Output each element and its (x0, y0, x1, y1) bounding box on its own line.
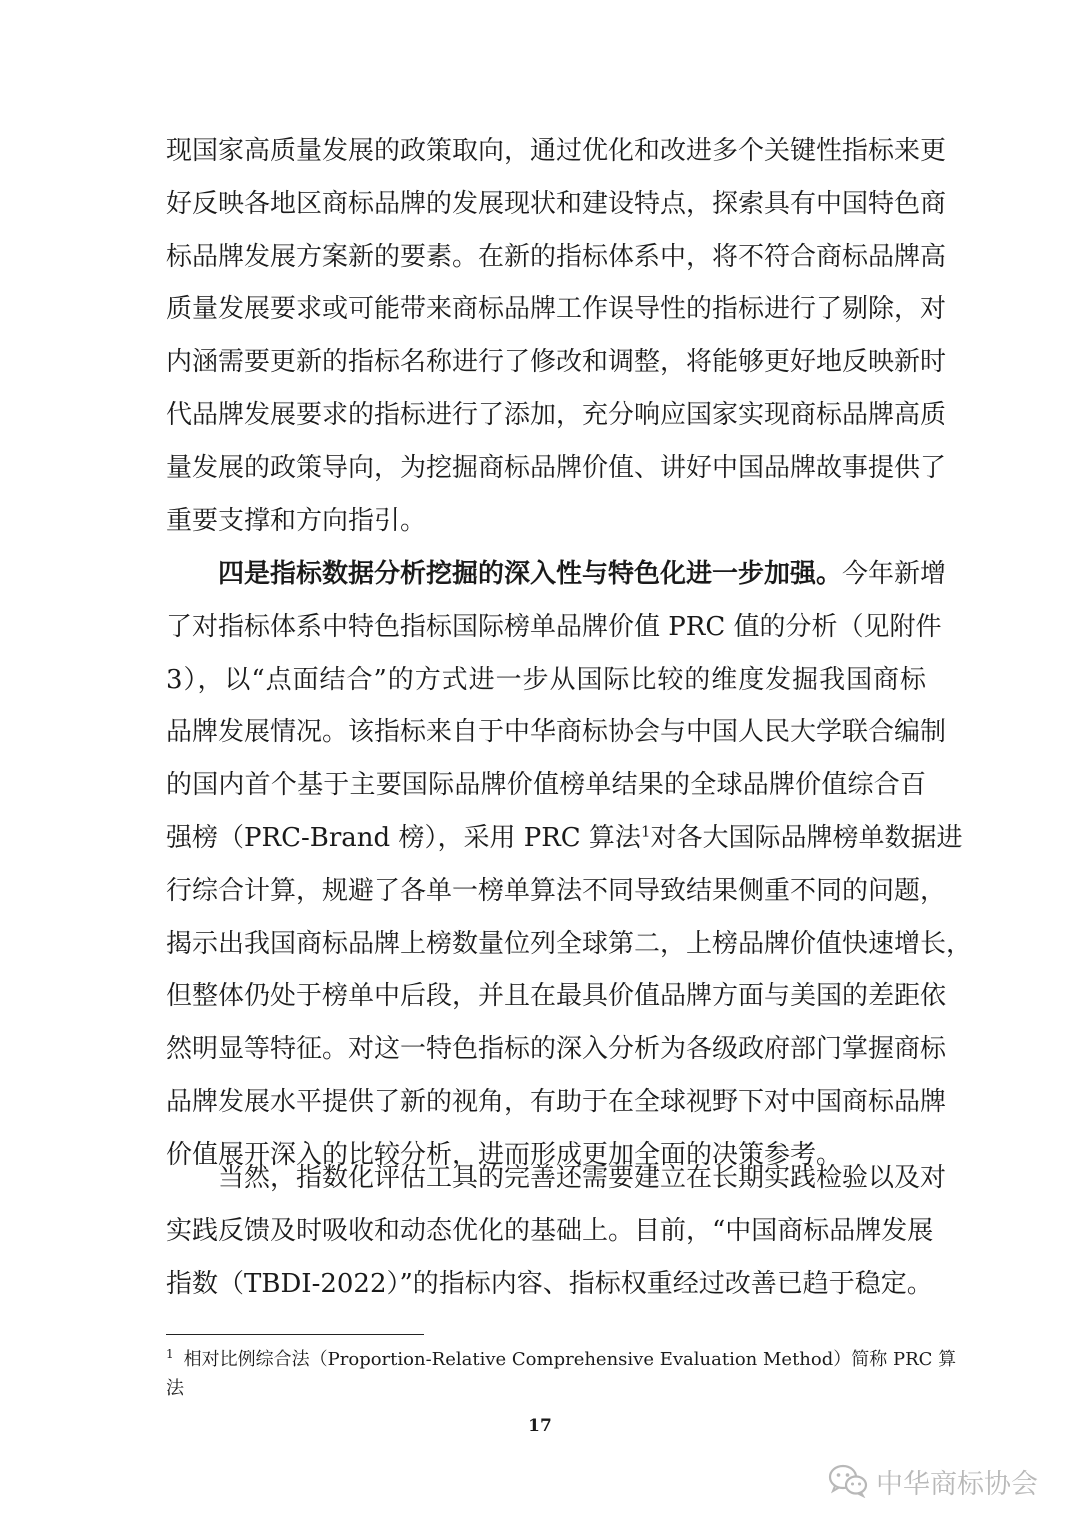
text-line: 但整体仍处于榜单中后段，并且在最具价值品牌方面与美国的差距依 (166, 981, 947, 1012)
paragraph-1 (166, 125, 947, 547)
text-line: 代品牌发展要求的指标进行了添加，充分响应国家实现商标品牌高质 (166, 399, 947, 430)
footnote-divider (166, 1334, 424, 1335)
text-line: 然明显等特征。对这一特色指标的深入分析为各级政府部门掌握商标 (166, 1034, 947, 1065)
bold-lead-sentence: 四是指标数据分析挖掘的深入性与特色化进一步加强。 (218, 559, 843, 589)
footnote (166, 1345, 957, 1403)
text-line: 内涵需要更新的指标名称进行了修改和调整，将能够更好地反映新时 (166, 347, 947, 378)
text-line: 质量发展要求或可能带来商标品牌工作误导性的指标进行了剔除，对 (166, 294, 947, 325)
footnote-line: 法 (166, 1378, 184, 1399)
text-segment: 对各大国际品牌榜单数据进 (650, 822, 963, 853)
text-line (166, 548, 947, 601)
wechat-icon (828, 1464, 868, 1498)
text-line: 了对指标体系中特色指标国际榜单品牌价值 PRC 值的分析（见附件 (166, 611, 942, 642)
text-line: 实践反馈及时吸收和动态优化的基础上。目前，“中国商标品牌发展 (166, 1215, 934, 1246)
footnote-text: 相对比例综合法（Proportion-Relative Comprehensive Evaluation Method）简称 PRC 算 (183, 1349, 957, 1370)
watermark (828, 1461, 1058, 1501)
page-number: 17 (528, 1416, 552, 1436)
watermark-text: 中华商标协会 (876, 1468, 1038, 1500)
footnote-line (166, 1345, 957, 1374)
text-line: 价值展开深入的比较分析，进而形成更加全面的决策参考。 (166, 1139, 843, 1170)
text-line: 品牌发展情况。该指标来自于中华商标协会与中国人民大学联合编制 (166, 717, 947, 748)
text-line: 重要支撑和方向指引。 (166, 505, 427, 536)
text-line: 当然，指数化评估工具的完善还需要建立在长期实践检验以及对 (218, 1163, 947, 1193)
footnote-reference[interactable]: 1 (640, 822, 651, 841)
text-segment: 今年新增 (842, 559, 947, 589)
text-line: 标品牌发展方案新的要素。在新的指标体系中，将不符合商标品牌高 (166, 241, 947, 272)
text-line: 3），以“点面结合”的方式进一步从国际比较的维度发掘我国商标 (166, 664, 926, 695)
text-line: 的国内首个基于主要国际品牌价值榜单结果的全球品牌价值综合百 (166, 770, 926, 801)
text-segment: 强榜（PRC-Brand 榜），采用 PRC 算法 (166, 822, 641, 853)
paragraph-3 (166, 1152, 947, 1310)
text-line: 行综合计算，规避了各单一榜单算法不同导致结果侧重不同的问题， (166, 875, 947, 906)
footnote-mark: 1 (166, 1347, 174, 1361)
text-line: 现国家高质量发展的政策取向，通过优化和改进多个关键性指标来更 (166, 136, 947, 166)
text-line: 好反映各地区商标品牌的发展现状和建设特点，探索具有中国特色商 (166, 188, 947, 219)
text-line (166, 812, 963, 865)
text-line: 量发展的政策导向，为挖掘商标品牌价值、讲好中国品牌故事提供了 (166, 452, 947, 483)
text-line: 揭示出我国商标品牌上榜数量位列全球第二，上榜品牌价值快速增长， (166, 928, 973, 959)
paragraph-2 (166, 548, 973, 1182)
text-line: 品牌发展水平提供了新的视角，有助于在全球视野下对中国商标品牌 (166, 1086, 947, 1117)
text-line: 指数（TBDI-2022）”的指标内容、指标权重经过改善已趋于稳定。 (166, 1268, 933, 1299)
